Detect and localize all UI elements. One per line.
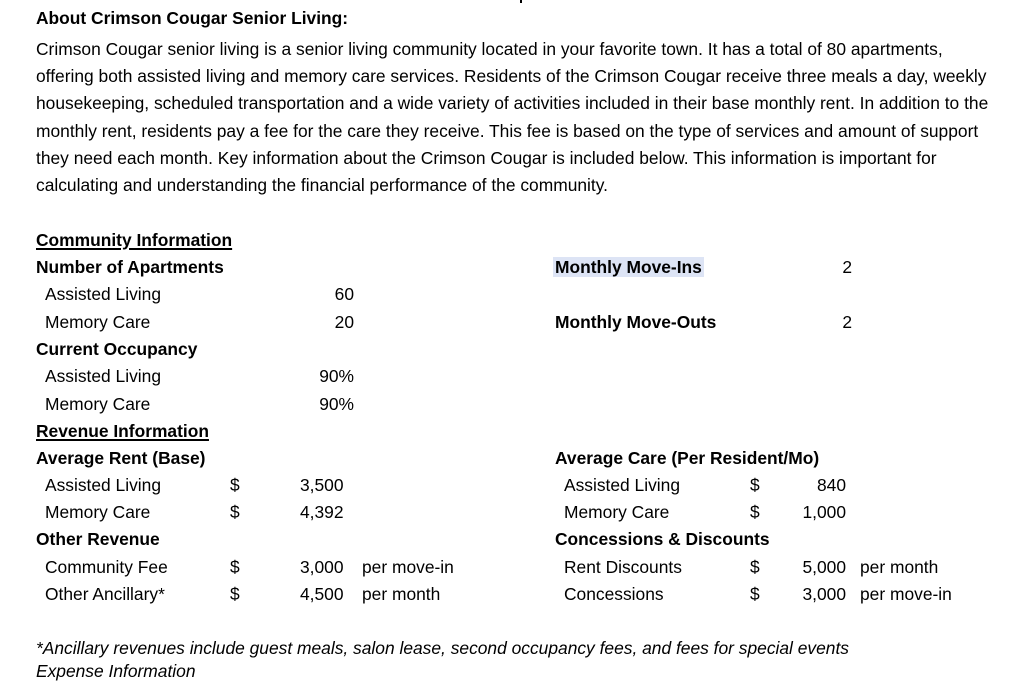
occupancy-label: Current Occupancy [36,339,198,359]
care-memory-label: Memory Care [564,502,670,522]
concessions-currency: $ [750,584,760,604]
ancillary-value: 4,500 [300,584,344,604]
community-fee-currency: $ [230,557,240,577]
rent-discounts-currency: $ [750,557,760,577]
concessions-value: 3,000 [802,584,846,604]
care-assisted-value: 840 [816,475,846,495]
avg-rent-label: Average Rent (Base) [36,448,206,468]
rent-discounts-unit: per month [860,557,939,577]
move-outs-label: Monthly Move-Outs [555,312,717,332]
about-paragraph: Crimson Cougar senior living is a senior living community located in your favorite town. It has a total of 80 apartments, offering both assisted living and memory care services. Residents of the Crimson Cougar receive three meals a day, weekly housekeeping, scheduled transportation and a wide variety of activities included in their base monthly rent. In addition to the monthly rent, residents pay a fee for the care they receive. This fee is based on the type of services and amount of support they need each month. Key information about the Crimson Cougar is included below. This information is important for calculating and understanding the financial performance of the community. [36,39,989,196]
rent-memory-value: 4,392 [300,502,344,522]
rent-memory-currency: $ [230,502,240,522]
apartments-memory-value: 20 [334,312,354,332]
rent-assisted-label: Assisted Living [45,475,161,495]
next-section-cut-off: Expense Information [36,661,196,681]
move-ins-value: 2 [842,257,852,277]
rent-memory-label: Memory Care [45,502,151,522]
rent-assisted-value: 3,500 [300,475,344,495]
occupancy-memory-label: Memory Care [45,394,151,414]
revenue-info-title: Revenue Information [36,421,209,441]
section-heading: About Crimson Cougar Senior Living: [36,8,349,28]
ancillary-footnote: *Ancillary revenues include guest meals, salon lease, second occupancy fees, and fees for special events [36,638,849,658]
rent-discounts-label: Rent Discounts [564,557,682,577]
move-ins-label: Monthly Move-Ins [555,257,702,277]
ancillary-label: Other Ancillary* [45,584,165,604]
apartments-assisted-label: Assisted Living [45,284,161,304]
community-info-title: Community Information [36,230,233,250]
avg-care-label: Average Care (Per Resident/Mo) [555,448,820,468]
care-memory-value: 1,000 [802,502,846,522]
other-revenue-label: Other Revenue [36,529,160,549]
concessions-item-label: Concessions [564,584,664,604]
occupancy-assisted-value: 90% [319,366,354,386]
rent-assisted-currency: $ [230,475,240,495]
care-assisted-label: Assisted Living [564,475,680,495]
care-memory-currency: $ [750,502,760,522]
ancillary-currency: $ [230,584,240,604]
concessions-unit: per move-in [860,584,952,604]
care-assisted-currency: $ [750,475,760,495]
apartments-label: Number of Apartments [36,257,224,277]
occupancy-assisted-label: Assisted Living [45,366,161,386]
apartments-assisted-value: 60 [334,284,354,304]
community-fee-unit: per move-in [362,557,454,577]
concessions-label: Concessions & Discounts [555,529,770,549]
community-fee-value: 3,000 [300,557,344,577]
rent-discounts-value: 5,000 [802,557,846,577]
ancillary-unit: per month [362,584,441,604]
apartments-memory-label: Memory Care [45,312,151,332]
occupancy-memory-value: 90% [319,394,354,414]
top-edge-mark [520,0,522,3]
community-fee-label: Community Fee [45,557,168,577]
move-outs-value: 2 [842,312,852,332]
